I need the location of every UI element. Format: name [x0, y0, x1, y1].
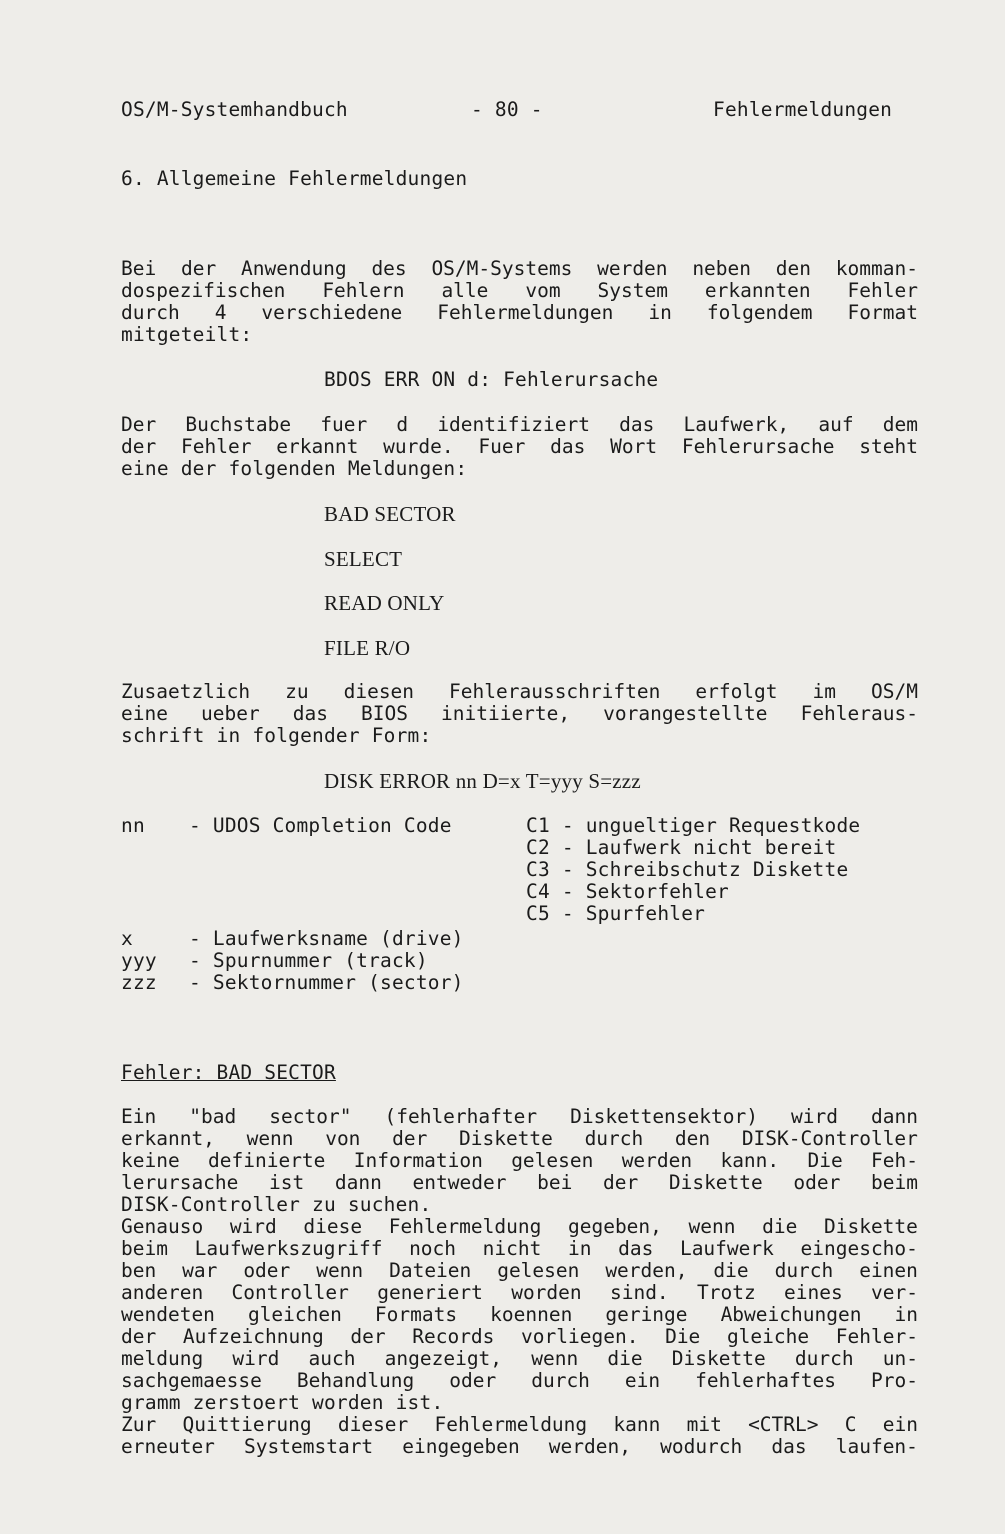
format-line: BDOS ERR ON d: Fehlerursache: [324, 368, 659, 391]
bad-sector-line: wendeten gleichen Formats koennen geringe Abweichungen in: [121, 1303, 918, 1326]
legend-param-key: yyy: [121, 949, 157, 972]
legend-code: C3 - Schreibschutz Diskette: [526, 858, 849, 881]
bad-sector-line: Ein "bad sector" (fehlerhafter Diskettensektor) wird dann: [121, 1105, 918, 1128]
legend-param-key: zzz: [121, 971, 157, 994]
bad-sector-line: Zur Quittierung dieser Fehlermeldung kann mit <CTRL> C ein: [121, 1413, 918, 1436]
legend-code: C2 - Laufwerk nicht bereit: [526, 836, 837, 859]
legend-param-key: x: [121, 927, 133, 950]
intro-line: durch 4 verschiedene Fehlermeldungen in folgendem Format: [121, 301, 918, 324]
message-item: BAD SECTOR: [324, 502, 456, 526]
legend-param-desc: - Sektornummer (sector): [189, 971, 464, 994]
drive-text-line: Der Buchstabe fuer d identifiziert das Laufwerk, auf dem: [121, 413, 918, 436]
message-item: SELECT: [324, 547, 403, 571]
legend-param-desc: - Spurnummer (track): [189, 949, 428, 972]
bad-sector-line: der Aufzeichnung der Records vorliegen. Die gleiche Fehler-: [121, 1325, 918, 1348]
section-title: 6. Allgemeine Fehlermeldungen: [121, 167, 468, 190]
bad-sector-line: gramm zerstoert worden ist.: [121, 1391, 444, 1414]
drive-text-line: eine der folgenden Meldungen:: [121, 457, 468, 480]
bad-sector-line: keine definierte Information gelesen werden kann. Die Feh-: [121, 1149, 918, 1172]
legend-nn-key: nn: [121, 814, 145, 837]
header-left: OS/M-Systemhandbuch: [121, 98, 348, 121]
bad-sector-line: Genauso wird diese Fehlermeldung gegeben, wenn die Diskette: [121, 1215, 918, 1238]
intro-line: mitgeteilt:: [121, 323, 253, 346]
legend-code: C5 - Spurfehler: [526, 902, 706, 925]
header-page-number: - 80 -: [471, 98, 543, 121]
bios-text-line: eine ueber das BIOS initiierte, vorangestellte Fehleraus-: [121, 702, 918, 725]
bad-sector-line: DISK-Controller zu suchen.: [121, 1193, 432, 1216]
intro-line: Bei der Anwendung des OS/M-Systems werden neben den komman-: [121, 257, 918, 280]
message-item: READ ONLY: [324, 591, 445, 615]
header-right: Fehlermeldungen: [713, 98, 893, 121]
legend-code: C4 - Sektorfehler: [526, 880, 729, 903]
message-item: FILE R/O: [324, 636, 411, 660]
drive-text-line: der Fehler erkannt wurde. Fuer das Wort Fehlerursache steht: [121, 435, 918, 458]
bad-sector-line: meldung wird auch angezeigt, wenn die Diskette durch un-: [121, 1347, 918, 1370]
bad-sector-line: erkannt, wenn von der Diskette durch den DISK-Controller: [121, 1127, 918, 1150]
bad-sector-line: ben war oder wenn Dateien gelesen werden, die durch einen: [121, 1259, 918, 1282]
bad-sector-heading: Fehler: BAD SECTOR: [121, 1061, 336, 1084]
disk-error-line: DISK ERROR nn D=x T=yyy S=zzz: [324, 769, 641, 793]
bios-text-line: schrift in folgender Form:: [121, 724, 432, 747]
legend-code: C1 - ungueltiger Requestkode: [526, 814, 861, 837]
intro-line: dospezifischen Fehlern alle vom System erkannten Fehler: [121, 279, 918, 302]
bad-sector-line: lerursache ist dann entweder bei der Diskette oder beim: [121, 1171, 918, 1194]
legend-param-desc: - Laufwerksname (drive): [189, 927, 464, 950]
bad-sector-line: erneuter Systemstart eingegeben werden, wodurch das laufen-: [121, 1435, 918, 1458]
bad-sector-line: beim Laufwerkszugriff noch nicht in das Laufwerk eingescho-: [121, 1237, 918, 1260]
bad-sector-line: anderen Controller generiert worden sind. Trotz eines ver-: [121, 1281, 918, 1304]
legend-nn-desc: - UDOS Completion Code: [189, 814, 452, 837]
bios-text-line: Zusaetzlich zu diesen Fehlerausschriften erfolgt im OS/M: [121, 680, 918, 703]
bad-sector-line: sachgemaesse Behandlung oder durch ein fehlerhaftes Pro-: [121, 1369, 918, 1392]
